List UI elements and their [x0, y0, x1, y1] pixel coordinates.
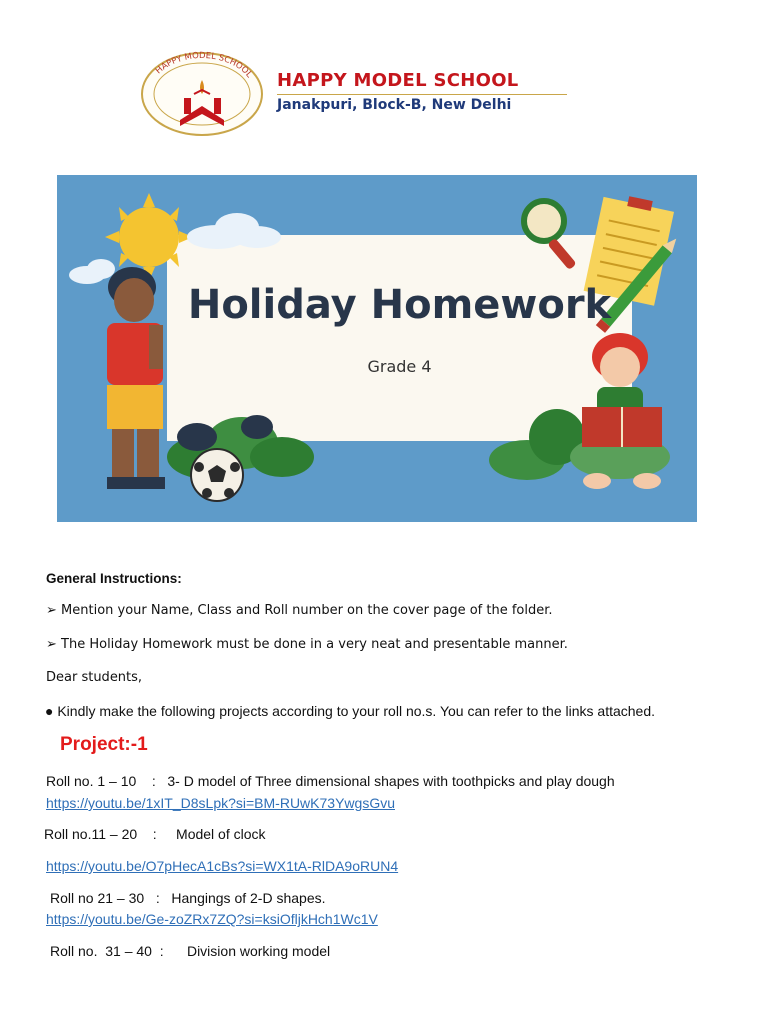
- magnifier-icon: [524, 201, 577, 270]
- header-divider: [277, 94, 567, 95]
- roll-group-text: Roll no. 1 – 10 : 3- D model of Three dimensional shapes with toothpicks and play dough: [46, 773, 615, 789]
- youtube-link[interactable]: https://youtu.be/1xIT_D8sLpk?si=BM-RUwK73YwgsGvu: [46, 795, 395, 811]
- boy-figure-icon: [107, 267, 165, 489]
- sun-icon: [105, 193, 193, 281]
- school-logo: [140, 50, 270, 138]
- banner-illustration: [57, 175, 697, 522]
- logo-ring-text: HAPPY MODEL SCHOOL: [153, 50, 254, 80]
- roll-group-text: Roll no. 31 – 40 : Division working model: [50, 943, 331, 959]
- banner-grade: Grade 4: [367, 357, 432, 376]
- instruction-item: ➢ The Holiday Homework must be done in a very neat and presentable manner.: [46, 637, 568, 652]
- general-instructions-heading: General Instructions:: [46, 571, 182, 586]
- roll-group-text: Roll no.11 – 20 : Model of clock: [44, 826, 266, 842]
- project-title: Project:-1: [60, 734, 148, 755]
- holiday-homework-banner: [57, 175, 697, 522]
- instruction-item: ➢ Mention your Name, Class and Roll number on the cover page of the folder.: [46, 603, 553, 618]
- banner-title: Holiday Homework: [187, 282, 612, 328]
- youtube-link[interactable]: https://youtu.be/Ge-zoZRx7ZQ?si=ksiOfljkHch1Wc1V: [46, 911, 378, 927]
- instruction-note: ● Kindly make the following projects according to your roll no.s. You can refer to the links attached.: [45, 703, 656, 719]
- soccer-ball-icon: [191, 449, 243, 501]
- roll-group-text: Roll no 21 – 30 : Hangings of 2-D shapes.: [50, 890, 326, 906]
- greeting-text: Dear students,: [46, 670, 143, 685]
- youtube-link[interactable]: https://youtu.be/O7pHecA1cBs?si=WX1tA-RlDA9oRUN4: [46, 858, 399, 874]
- school-address: Janakpuri, Block-B, New Delhi: [277, 97, 512, 113]
- school-name: HAPPY MODEL SCHOOL: [277, 70, 519, 91]
